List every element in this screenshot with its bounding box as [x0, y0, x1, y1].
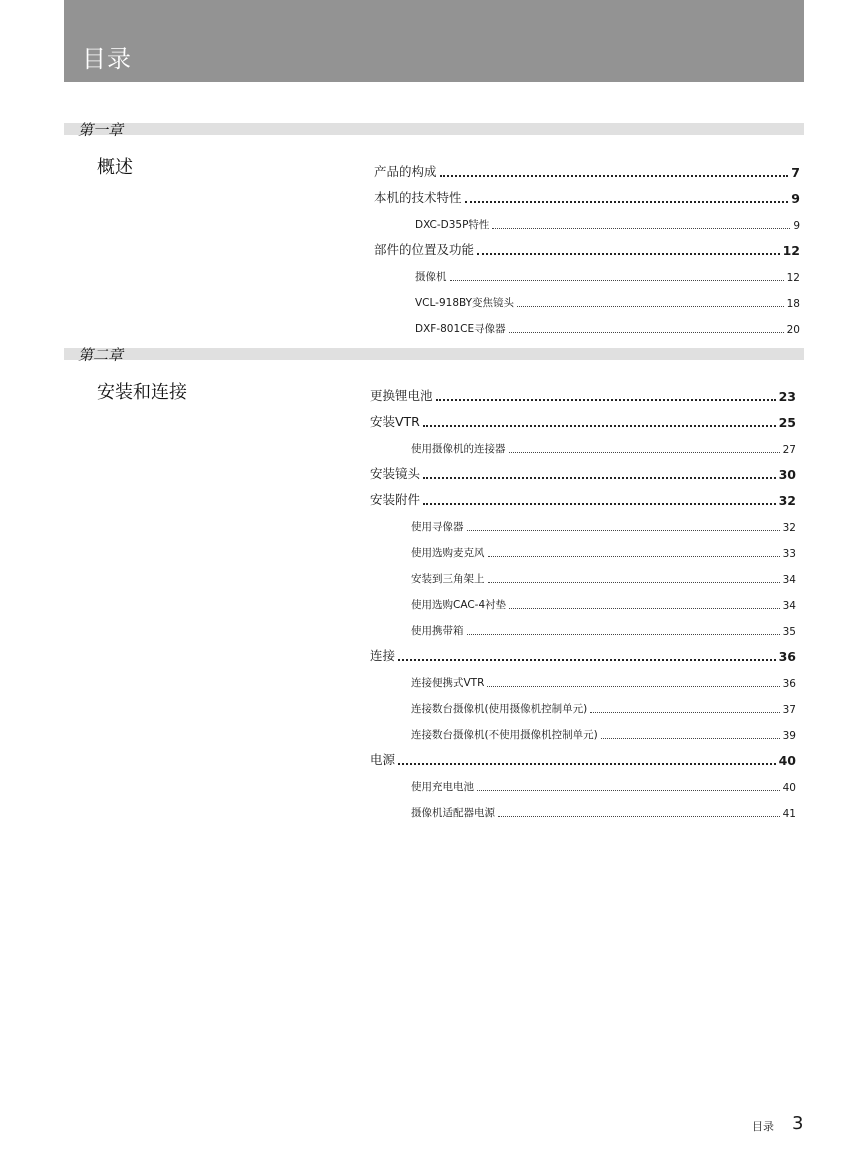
- toc-dot-leader: [488, 581, 780, 583]
- toc-entry-page: 40: [782, 782, 796, 794]
- toc-entry: [370, 752, 796, 768]
- toc-entry-title: 摄像机: [415, 271, 447, 283]
- toc-entry-page: 36: [778, 649, 796, 664]
- chapter-1-title: 概述: [97, 157, 133, 178]
- toc-entry-title: 安装附件: [370, 492, 421, 507]
- toc-entry-page: 25: [778, 415, 796, 430]
- toc-dot-leader: [492, 227, 790, 229]
- toc-entry: [415, 268, 800, 284]
- toc-entry-page: 37: [782, 704, 796, 716]
- toc-entry-page: 30: [778, 467, 796, 482]
- toc-entry: [415, 294, 800, 310]
- toc-entry-page: 32: [782, 522, 796, 534]
- toc-entry-page: 33: [782, 548, 796, 560]
- toc-entry-title: 电源: [370, 752, 396, 767]
- toc-entry: [411, 622, 796, 638]
- toc-entry-page: 35: [782, 626, 796, 638]
- toc-entry: [370, 648, 796, 664]
- toc-entry-page: 27: [782, 444, 796, 456]
- toc-entry: [411, 596, 796, 612]
- toc-entry-page: 12: [782, 243, 800, 258]
- toc-entry-page: 41: [782, 808, 796, 820]
- toc-entry: [374, 164, 800, 180]
- page-number: 3: [792, 1113, 804, 1134]
- toc-dot-leader: [423, 502, 776, 505]
- toc-entry-title: 安装到三角架上: [411, 573, 485, 585]
- toc-dot-leader: [477, 789, 780, 791]
- chapter-2-title: 安装和连接: [97, 382, 187, 403]
- toc-entry-title: 连接: [370, 648, 396, 663]
- toc-entry-title: 连接便携式VTR: [411, 677, 485, 689]
- page-title: 目录: [82, 45, 132, 73]
- toc-entry-title: 使用充电电池: [411, 781, 474, 793]
- toc-entry: [411, 778, 796, 794]
- toc-entry-title: 连接数台摄像机(不使用摄像机控制单元): [411, 729, 598, 741]
- toc-entry: [370, 388, 796, 404]
- toc-entry-title: 安装VTR: [370, 414, 420, 429]
- toc-entry-title: 部件的位置及功能: [374, 242, 475, 257]
- toc-dot-leader: [467, 633, 780, 635]
- chapter-1-label: 第一章: [78, 121, 124, 139]
- toc-entry-page: 34: [782, 600, 796, 612]
- toc-entry-title: 本机的技术特性: [374, 190, 462, 205]
- toc-dot-leader: [450, 279, 784, 281]
- toc-entry-title: 连接数台摄像机(使用摄像机控制单元): [411, 703, 588, 715]
- toc-entry-title: 更换锂电池: [370, 388, 433, 403]
- toc-dot-leader: [477, 252, 780, 255]
- toc-entry: [411, 804, 796, 820]
- toc-entry-page: 9: [793, 220, 800, 232]
- toc-entry-page: 20: [786, 324, 800, 336]
- toc-entry-page: 9: [791, 191, 800, 206]
- toc-entry-title: VCL-918BY变焦镜头: [415, 297, 515, 309]
- toc-entry: [411, 726, 796, 742]
- toc-entry: [374, 190, 800, 206]
- toc-entry: [415, 216, 800, 232]
- toc-entry-page: 7: [791, 165, 800, 180]
- toc-dot-leader: [467, 529, 780, 531]
- toc-entry: [370, 414, 796, 430]
- toc-dot-leader: [498, 815, 780, 817]
- toc-entry-title: 使用选购CAC-4衬垫: [411, 599, 507, 611]
- toc-dot-leader: [509, 451, 780, 453]
- toc-entry-title: DXF-801CE寻像器: [415, 323, 506, 335]
- toc-dot-leader: [423, 424, 776, 427]
- toc-dot-leader: [517, 305, 784, 307]
- toc-dot-leader: [487, 685, 779, 687]
- toc-dot-leader: [601, 737, 780, 739]
- toc-entry-page: 12: [786, 272, 800, 284]
- toc-entry: [411, 518, 796, 534]
- toc-entry-title: 使用摄像机的连接器: [411, 443, 506, 455]
- toc-dot-leader: [423, 476, 776, 479]
- toc-dot-leader: [509, 607, 779, 609]
- toc-entry: [370, 492, 796, 508]
- toc-entry: [411, 674, 796, 690]
- toc-entry-title: 使用携带箱: [411, 625, 464, 637]
- toc-entry: [374, 242, 800, 258]
- toc-entry-title: 安装镜头: [370, 466, 421, 481]
- toc-dot-leader: [436, 398, 776, 401]
- toc-dot-leader: [398, 762, 776, 765]
- toc-dot-leader: [440, 174, 789, 177]
- toc-entry-page: 39: [782, 730, 796, 742]
- toc-entry-page: 18: [786, 298, 800, 310]
- footer-label: 目录: [752, 1120, 774, 1133]
- toc-entry-page: 34: [782, 574, 796, 586]
- chapter-2-label: 第二章: [78, 346, 124, 364]
- toc-dot-leader: [590, 711, 779, 713]
- toc-entry-page: 23: [778, 389, 796, 404]
- toc-dot-leader: [465, 200, 789, 203]
- toc-dot-leader: [509, 331, 784, 333]
- toc-entry: [411, 440, 796, 456]
- toc-entry-page: 32: [778, 493, 796, 508]
- toc-entry-page: 36: [782, 678, 796, 690]
- toc-entry: [370, 466, 796, 482]
- toc-entry-title: DXC-D35P特性: [415, 219, 490, 231]
- toc-entry-title: 产品的构成: [374, 164, 437, 179]
- toc-entry-title: 使用选购麦克风: [411, 547, 485, 559]
- toc-dot-leader: [488, 555, 780, 557]
- toc-entry: [411, 700, 796, 716]
- toc-entry-title: 摄像机适配器电源: [411, 807, 495, 819]
- toc-entry-title: 使用寻像器: [411, 521, 464, 533]
- toc-entry-page: 40: [778, 753, 796, 768]
- toc-dot-leader: [398, 658, 776, 661]
- toc-entry: [411, 544, 796, 560]
- toc-entry: [411, 570, 796, 586]
- toc-entry: [415, 320, 800, 336]
